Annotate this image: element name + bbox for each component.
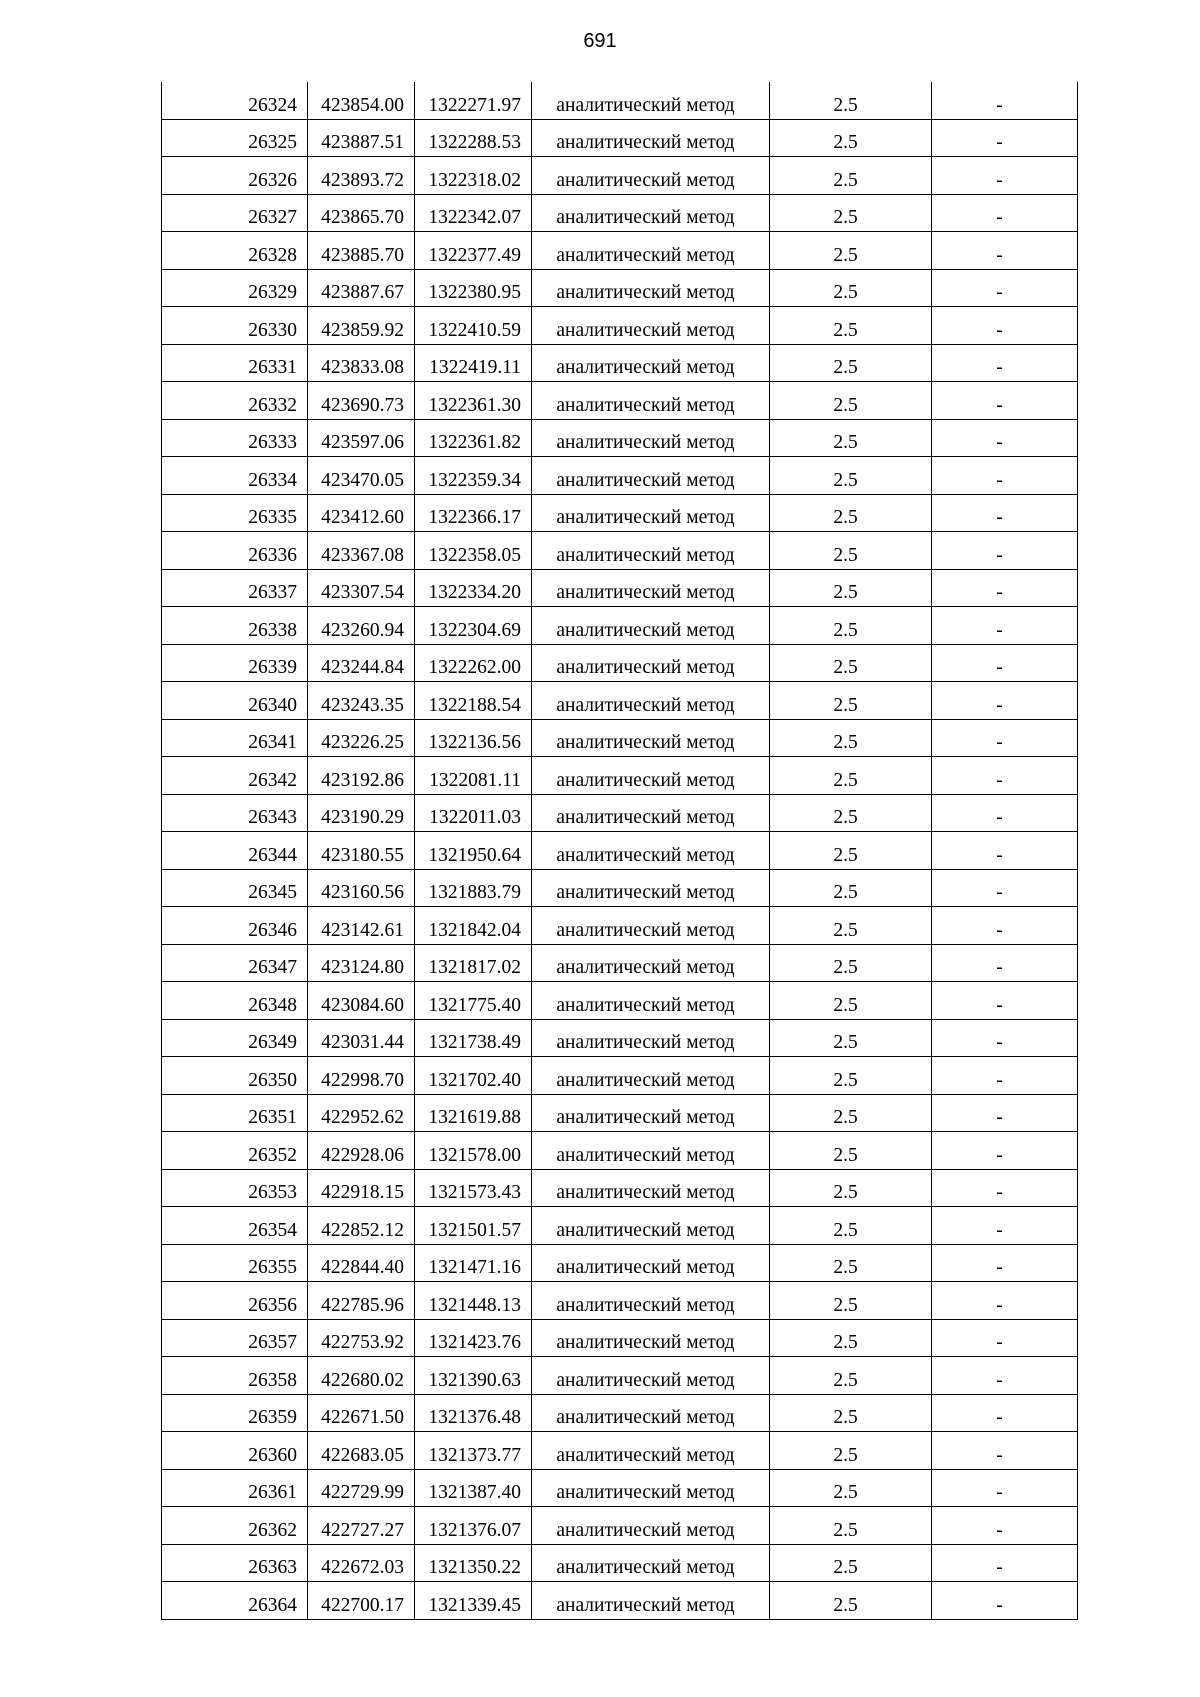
table-row — [162, 1169, 1078, 1207]
accuracy-cell: 2.5 — [770, 1132, 932, 1170]
x-coordinate-cell: 423865.70 — [308, 194, 415, 232]
accuracy-cell: 2.5 — [770, 232, 932, 270]
method-cell: аналитический метод — [532, 1169, 770, 1207]
note-cell: - — [932, 1169, 1078, 1207]
y-coordinate-cell: 1322359.34 — [415, 457, 532, 495]
method-cell: аналитический метод — [532, 1244, 770, 1282]
y-coordinate-cell: 1322361.82 — [415, 419, 532, 457]
y-coordinate-cell: 1322419.11 — [415, 344, 532, 382]
y-coordinate-cell: 1321471.16 — [415, 1244, 532, 1282]
accuracy-cell: 2.5 — [770, 1394, 932, 1432]
point-number-cell: 26335 — [162, 494, 308, 532]
method-cell: аналитический метод — [532, 569, 770, 607]
point-number-cell: 26342 — [162, 757, 308, 795]
method-cell: аналитический метод — [532, 794, 770, 832]
x-coordinate-cell: 423885.70 — [308, 232, 415, 270]
point-number-cell: 26358 — [162, 1357, 308, 1395]
method-cell: аналитический метод — [532, 1057, 770, 1095]
note-cell: - — [932, 1094, 1078, 1132]
method-cell: аналитический метод — [532, 1469, 770, 1507]
note-cell: - — [932, 1469, 1078, 1507]
table-row — [162, 1244, 1078, 1282]
table-row — [162, 907, 1078, 945]
x-coordinate-cell: 423084.60 — [308, 982, 415, 1020]
y-coordinate-cell: 1321842.04 — [415, 907, 532, 945]
x-coordinate-cell: 422785.96 — [308, 1282, 415, 1320]
table-row — [162, 1207, 1078, 1245]
y-coordinate-cell: 1322377.49 — [415, 232, 532, 270]
point-number-cell: 26354 — [162, 1207, 308, 1245]
x-coordinate-cell: 422753.92 — [308, 1319, 415, 1357]
y-coordinate-cell: 1322188.54 — [415, 682, 532, 720]
accuracy-cell: 2.5 — [770, 1244, 932, 1282]
point-number-cell: 26362 — [162, 1507, 308, 1545]
y-coordinate-cell: 1322361.30 — [415, 382, 532, 420]
y-coordinate-cell: 1322271.97 — [415, 82, 532, 119]
accuracy-cell: 2.5 — [770, 1432, 932, 1470]
table-row — [162, 119, 1078, 157]
note-cell: - — [932, 944, 1078, 982]
note-cell: - — [932, 419, 1078, 457]
method-cell: аналитический метод — [532, 869, 770, 907]
accuracy-cell: 2.5 — [770, 794, 932, 832]
x-coordinate-cell: 423244.84 — [308, 644, 415, 682]
table-row — [162, 1432, 1078, 1470]
point-number-cell: 26336 — [162, 532, 308, 570]
y-coordinate-cell: 1322334.20 — [415, 569, 532, 607]
method-cell: аналитический метод — [532, 532, 770, 570]
note-cell: - — [932, 1507, 1078, 1545]
point-number-cell: 26343 — [162, 794, 308, 832]
point-number-cell: 26350 — [162, 1057, 308, 1095]
y-coordinate-cell: 1322342.07 — [415, 194, 532, 232]
method-cell: аналитический метод — [532, 119, 770, 157]
note-cell: - — [932, 719, 1078, 757]
note-cell: - — [932, 682, 1078, 720]
x-coordinate-cell: 423367.08 — [308, 532, 415, 570]
x-coordinate-cell: 423190.29 — [308, 794, 415, 832]
x-coordinate-cell: 422672.03 — [308, 1544, 415, 1582]
table-row — [162, 944, 1078, 982]
x-coordinate-cell: 422998.70 — [308, 1057, 415, 1095]
method-cell: аналитический метод — [532, 494, 770, 532]
x-coordinate-cell: 423887.67 — [308, 269, 415, 307]
accuracy-cell: 2.5 — [770, 1544, 932, 1582]
y-coordinate-cell: 1321423.76 — [415, 1319, 532, 1357]
table-row — [162, 644, 1078, 682]
table-row — [162, 1394, 1078, 1432]
method-cell: аналитический метод — [532, 344, 770, 382]
note-cell: - — [932, 494, 1078, 532]
accuracy-cell: 2.5 — [770, 869, 932, 907]
method-cell: аналитический метод — [532, 644, 770, 682]
x-coordinate-cell: 423260.94 — [308, 607, 415, 645]
note-cell: - — [932, 532, 1078, 570]
accuracy-cell: 2.5 — [770, 157, 932, 195]
accuracy-cell: 2.5 — [770, 569, 932, 607]
accuracy-cell: 2.5 — [770, 344, 932, 382]
point-number-cell: 26337 — [162, 569, 308, 607]
y-coordinate-cell: 1321775.40 — [415, 982, 532, 1020]
accuracy-cell: 2.5 — [770, 194, 932, 232]
x-coordinate-cell: 422844.40 — [308, 1244, 415, 1282]
point-number-cell: 26346 — [162, 907, 308, 945]
table-row — [162, 1057, 1078, 1095]
point-number-cell: 26357 — [162, 1319, 308, 1357]
table-row — [162, 1582, 1078, 1620]
x-coordinate-cell: 423124.80 — [308, 944, 415, 982]
method-cell: аналитический метод — [532, 269, 770, 307]
y-coordinate-cell: 1322358.05 — [415, 532, 532, 570]
note-cell: - — [932, 794, 1078, 832]
method-cell: аналитический метод — [532, 1207, 770, 1245]
accuracy-cell: 2.5 — [770, 1207, 932, 1245]
method-cell: аналитический метод — [532, 1507, 770, 1545]
point-number-cell: 26339 — [162, 644, 308, 682]
x-coordinate-cell: 423192.86 — [308, 757, 415, 795]
table-row — [162, 794, 1078, 832]
table-row — [162, 1094, 1078, 1132]
table-row — [162, 569, 1078, 607]
accuracy-cell: 2.5 — [770, 907, 932, 945]
accuracy-cell: 2.5 — [770, 719, 932, 757]
y-coordinate-cell: 1321883.79 — [415, 869, 532, 907]
note-cell: - — [932, 1244, 1078, 1282]
point-number-cell: 26334 — [162, 457, 308, 495]
point-number-cell: 26345 — [162, 869, 308, 907]
method-cell: аналитический метод — [532, 307, 770, 345]
accuracy-cell: 2.5 — [770, 1469, 932, 1507]
x-coordinate-cell: 423412.60 — [308, 494, 415, 532]
y-coordinate-cell: 1322410.59 — [415, 307, 532, 345]
point-number-cell: 26329 — [162, 269, 308, 307]
y-coordinate-cell: 1321501.57 — [415, 1207, 532, 1245]
x-coordinate-cell: 423160.56 — [308, 869, 415, 907]
note-cell: - — [932, 194, 1078, 232]
x-coordinate-cell: 422700.17 — [308, 1582, 415, 1620]
table-row — [162, 232, 1078, 270]
point-number-cell: 26340 — [162, 682, 308, 720]
y-coordinate-cell: 1321817.02 — [415, 944, 532, 982]
accuracy-cell: 2.5 — [770, 1582, 932, 1620]
accuracy-cell: 2.5 — [770, 1357, 932, 1395]
point-number-cell: 26355 — [162, 1244, 308, 1282]
y-coordinate-cell: 1322288.53 — [415, 119, 532, 157]
method-cell: аналитический метод — [532, 1432, 770, 1470]
note-cell: - — [932, 307, 1078, 345]
table-row — [162, 719, 1078, 757]
table-row — [162, 1357, 1078, 1395]
accuracy-cell: 2.5 — [770, 494, 932, 532]
x-coordinate-cell: 423859.92 — [308, 307, 415, 345]
table-row — [162, 757, 1078, 795]
point-number-cell: 26325 — [162, 119, 308, 157]
y-coordinate-cell: 1321387.40 — [415, 1469, 532, 1507]
point-number-cell: 26344 — [162, 832, 308, 870]
note-cell: - — [932, 119, 1078, 157]
accuracy-cell: 2.5 — [770, 944, 932, 982]
accuracy-cell: 2.5 — [770, 1169, 932, 1207]
method-cell: аналитический метод — [532, 907, 770, 945]
y-coordinate-cell: 1322304.69 — [415, 607, 532, 645]
table-row — [162, 1507, 1078, 1545]
x-coordinate-cell: 422729.99 — [308, 1469, 415, 1507]
note-cell: - — [932, 382, 1078, 420]
point-number-cell: 26363 — [162, 1544, 308, 1582]
point-number-cell: 26328 — [162, 232, 308, 270]
x-coordinate-cell: 423226.25 — [308, 719, 415, 757]
table-row — [162, 82, 1078, 119]
point-number-cell: 26327 — [162, 194, 308, 232]
x-coordinate-cell: 423180.55 — [308, 832, 415, 870]
point-number-cell: 26332 — [162, 382, 308, 420]
table-row — [162, 157, 1078, 195]
x-coordinate-cell: 422680.02 — [308, 1357, 415, 1395]
point-number-cell: 26364 — [162, 1582, 308, 1620]
note-cell: - — [932, 1282, 1078, 1320]
x-coordinate-cell: 423690.73 — [308, 382, 415, 420]
table-row — [162, 982, 1078, 1020]
point-number-cell: 26361 — [162, 1469, 308, 1507]
note-cell: - — [932, 1394, 1078, 1432]
table-row — [162, 1132, 1078, 1170]
table-row — [162, 1544, 1078, 1582]
accuracy-cell: 2.5 — [770, 1094, 932, 1132]
note-cell: - — [932, 569, 1078, 607]
note-cell: - — [932, 869, 1078, 907]
point-number-cell: 26347 — [162, 944, 308, 982]
note-cell: - — [932, 644, 1078, 682]
y-coordinate-cell: 1321339.45 — [415, 1582, 532, 1620]
note-cell: - — [932, 344, 1078, 382]
table-row — [162, 607, 1078, 645]
method-cell: аналитический метод — [532, 1357, 770, 1395]
page-number: 691 — [583, 30, 617, 52]
y-coordinate-cell: 1321702.40 — [415, 1057, 532, 1095]
table-row — [162, 419, 1078, 457]
y-coordinate-cell: 1322366.17 — [415, 494, 532, 532]
x-coordinate-cell: 423243.35 — [308, 682, 415, 720]
note-cell: - — [932, 157, 1078, 195]
note-cell: - — [932, 457, 1078, 495]
method-cell: аналитический метод — [532, 1282, 770, 1320]
method-cell: аналитический метод — [532, 719, 770, 757]
x-coordinate-cell: 423887.51 — [308, 119, 415, 157]
y-coordinate-cell: 1321950.64 — [415, 832, 532, 870]
note-cell: - — [932, 1132, 1078, 1170]
note-cell: - — [932, 269, 1078, 307]
y-coordinate-cell: 1321390.63 — [415, 1357, 532, 1395]
point-number-cell: 26352 — [162, 1132, 308, 1170]
method-cell: аналитический метод — [532, 382, 770, 420]
note-cell: - — [932, 82, 1078, 119]
y-coordinate-cell: 1322380.95 — [415, 269, 532, 307]
table-row — [162, 1019, 1078, 1057]
accuracy-cell: 2.5 — [770, 682, 932, 720]
y-coordinate-cell: 1321376.07 — [415, 1507, 532, 1545]
y-coordinate-cell: 1322081.11 — [415, 757, 532, 795]
point-number-cell: 26348 — [162, 982, 308, 1020]
x-coordinate-cell: 423031.44 — [308, 1019, 415, 1057]
table-row — [162, 1319, 1078, 1357]
method-cell: аналитический метод — [532, 1544, 770, 1582]
y-coordinate-cell: 1321373.77 — [415, 1432, 532, 1470]
table-row — [162, 194, 1078, 232]
accuracy-cell: 2.5 — [770, 1019, 932, 1057]
method-cell: аналитический метод — [532, 157, 770, 195]
y-coordinate-cell: 1321573.43 — [415, 1169, 532, 1207]
x-coordinate-cell: 423142.61 — [308, 907, 415, 945]
x-coordinate-cell: 422928.06 — [308, 1132, 415, 1170]
y-coordinate-cell: 1321376.48 — [415, 1394, 532, 1432]
accuracy-cell: 2.5 — [770, 457, 932, 495]
accuracy-cell: 2.5 — [770, 82, 932, 119]
table-row — [162, 307, 1078, 345]
table-row — [162, 869, 1078, 907]
accuracy-cell: 2.5 — [770, 982, 932, 1020]
method-cell: аналитический метод — [532, 1019, 770, 1057]
coordinates-table — [161, 82, 1078, 1620]
table-row — [162, 1282, 1078, 1320]
y-coordinate-cell: 1321738.49 — [415, 1019, 532, 1057]
note-cell: - — [932, 982, 1078, 1020]
point-number-cell: 26349 — [162, 1019, 308, 1057]
point-number-cell: 26333 — [162, 419, 308, 457]
table-row — [162, 269, 1078, 307]
method-cell: аналитический метод — [532, 607, 770, 645]
method-cell: аналитический метод — [532, 757, 770, 795]
table-row — [162, 344, 1078, 382]
x-coordinate-cell: 422852.12 — [308, 1207, 415, 1245]
point-number-cell: 26359 — [162, 1394, 308, 1432]
note-cell: - — [932, 832, 1078, 870]
method-cell: аналитический метод — [532, 419, 770, 457]
x-coordinate-cell: 423833.08 — [308, 344, 415, 382]
accuracy-cell: 2.5 — [770, 307, 932, 345]
x-coordinate-cell: 422727.27 — [308, 1507, 415, 1545]
accuracy-cell: 2.5 — [770, 644, 932, 682]
note-cell: - — [932, 1319, 1078, 1357]
x-coordinate-cell: 423854.00 — [308, 82, 415, 119]
note-cell: - — [932, 232, 1078, 270]
method-cell: аналитический метод — [532, 682, 770, 720]
y-coordinate-cell: 1322136.56 — [415, 719, 532, 757]
method-cell: аналитический метод — [532, 1319, 770, 1357]
y-coordinate-cell: 1322262.00 — [415, 644, 532, 682]
y-coordinate-cell: 1321619.88 — [415, 1094, 532, 1132]
accuracy-cell: 2.5 — [770, 1282, 932, 1320]
accuracy-cell: 2.5 — [770, 607, 932, 645]
table-row — [162, 1469, 1078, 1507]
x-coordinate-cell: 423597.06 — [308, 419, 415, 457]
table-row — [162, 832, 1078, 870]
point-number-cell: 26330 — [162, 307, 308, 345]
note-cell: - — [932, 1057, 1078, 1095]
method-cell: аналитический метод — [532, 232, 770, 270]
method-cell: аналитический метод — [532, 982, 770, 1020]
point-number-cell: 26351 — [162, 1094, 308, 1132]
method-cell: аналитический метод — [532, 944, 770, 982]
x-coordinate-cell: 423893.72 — [308, 157, 415, 195]
point-number-cell: 26326 — [162, 157, 308, 195]
note-cell: - — [932, 1019, 1078, 1057]
note-cell: - — [932, 1544, 1078, 1582]
method-cell: аналитический метод — [532, 1394, 770, 1432]
method-cell: аналитический метод — [532, 82, 770, 119]
x-coordinate-cell: 422671.50 — [308, 1394, 415, 1432]
x-coordinate-cell: 422918.15 — [308, 1169, 415, 1207]
y-coordinate-cell: 1322318.02 — [415, 157, 532, 195]
coordinates-table-body — [162, 82, 1078, 1619]
accuracy-cell: 2.5 — [770, 832, 932, 870]
table-row — [162, 532, 1078, 570]
method-cell: аналитический метод — [532, 1132, 770, 1170]
accuracy-cell: 2.5 — [770, 382, 932, 420]
table-row — [162, 382, 1078, 420]
point-number-cell: 26341 — [162, 719, 308, 757]
accuracy-cell: 2.5 — [770, 757, 932, 795]
point-number-cell: 26356 — [162, 1282, 308, 1320]
accuracy-cell: 2.5 — [770, 269, 932, 307]
note-cell: - — [932, 1207, 1078, 1245]
table-row — [162, 682, 1078, 720]
method-cell: аналитический метод — [532, 457, 770, 495]
point-number-cell: 26324 — [162, 82, 308, 119]
x-coordinate-cell: 423307.54 — [308, 569, 415, 607]
x-coordinate-cell: 423470.05 — [308, 457, 415, 495]
method-cell: аналитический метод — [532, 1582, 770, 1620]
accuracy-cell: 2.5 — [770, 419, 932, 457]
accuracy-cell: 2.5 — [770, 1057, 932, 1095]
table-row — [162, 494, 1078, 532]
point-number-cell: 26360 — [162, 1432, 308, 1470]
y-coordinate-cell: 1321578.00 — [415, 1132, 532, 1170]
point-number-cell: 26353 — [162, 1169, 308, 1207]
method-cell: аналитический метод — [532, 832, 770, 870]
accuracy-cell: 2.5 — [770, 532, 932, 570]
point-number-cell: 26338 — [162, 607, 308, 645]
table-row — [162, 457, 1078, 495]
note-cell: - — [932, 1357, 1078, 1395]
y-coordinate-cell: 1322011.03 — [415, 794, 532, 832]
x-coordinate-cell: 422952.62 — [308, 1094, 415, 1132]
method-cell: аналитический метод — [532, 1094, 770, 1132]
y-coordinate-cell: 1321448.13 — [415, 1282, 532, 1320]
note-cell: - — [932, 757, 1078, 795]
accuracy-cell: 2.5 — [770, 1319, 932, 1357]
note-cell: - — [932, 1432, 1078, 1470]
point-number-cell: 26331 — [162, 344, 308, 382]
note-cell: - — [932, 907, 1078, 945]
accuracy-cell: 2.5 — [770, 1507, 932, 1545]
note-cell: - — [932, 607, 1078, 645]
method-cell: аналитический метод — [532, 194, 770, 232]
note-cell: - — [932, 1582, 1078, 1620]
accuracy-cell: 2.5 — [770, 119, 932, 157]
y-coordinate-cell: 1321350.22 — [415, 1544, 532, 1582]
x-coordinate-cell: 422683.05 — [308, 1432, 415, 1470]
